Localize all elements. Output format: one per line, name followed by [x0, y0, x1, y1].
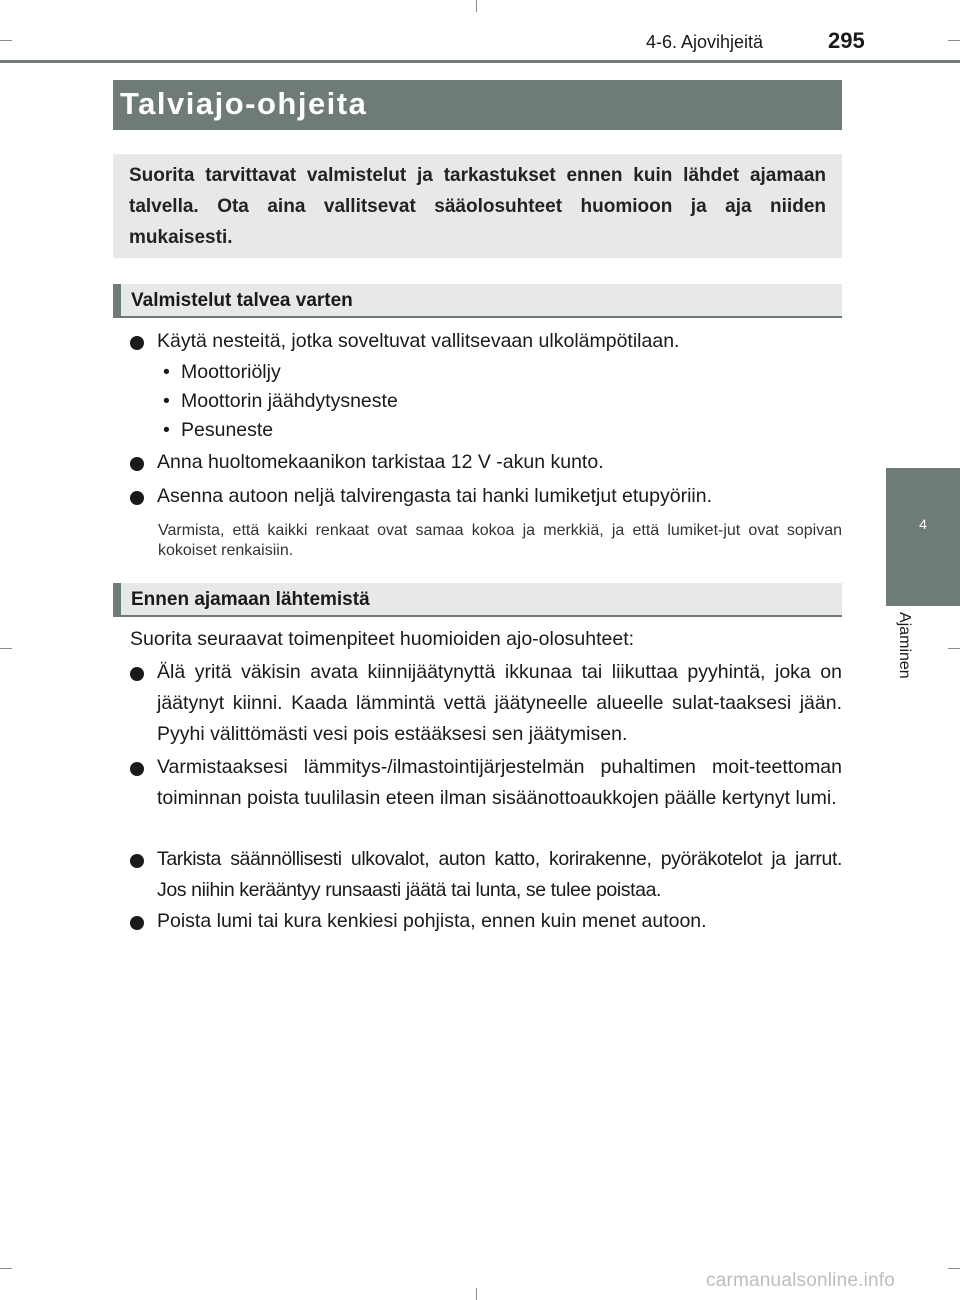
sub-list-item-text: Moottorin jäähdytysneste [181, 390, 398, 412]
sub-list-item [163, 358, 281, 387]
crop-mark [948, 40, 960, 41]
chapter-tab [886, 468, 960, 606]
crop-mark [0, 648, 12, 649]
list-item-text: Anna huoltomekaanikon tarkistaa 12 V -akun kunto. [157, 451, 604, 473]
bullet-icon [130, 916, 144, 930]
chapter-title: Ajaminen [896, 612, 913, 679]
bullet-icon [130, 457, 144, 471]
page-title: Talviajo-ohjeita [113, 80, 842, 130]
bullet-icon [130, 667, 144, 681]
bullet-icon [130, 491, 144, 505]
sub-list-item [163, 387, 398, 416]
list-item [130, 657, 842, 750]
bullet-icon [130, 336, 144, 350]
section-intro-text: Suorita seuraavat toimenpiteet huomioiden ajo-olosuhteet: [130, 628, 635, 650]
section-heading-preparation [113, 284, 842, 318]
sub-bullet-icon: • [163, 390, 170, 412]
intro-box [113, 154, 842, 258]
crop-mark [0, 1268, 12, 1269]
list-item-text: Poista lumi tai kura kenkiesi pohjista, ennen kuin menet autoon. [157, 910, 707, 932]
intro-text: Suorita tarvittavat valmistelut ja tarkastukset ennen kuin lähdet ajamaan talvella. Ota aina vallitsevat sääolosuhteet huomioon ja aja niiden mukaisesti. [129, 165, 826, 248]
note-text: Varmista, että kaikki renkaat ovat samaa kokoa ja merkkiä, ja että lumiket-jut ovat sopivan kokoiset renkaisiin. [158, 522, 842, 559]
bullet-icon [130, 854, 144, 868]
sub-list-item-text: Moottoriöljy [181, 361, 281, 383]
list-item [130, 481, 842, 512]
sub-list-item-text: Pesuneste [181, 419, 274, 441]
list-item [130, 906, 842, 937]
crop-mark [948, 1268, 960, 1269]
sub-bullet-icon: • [163, 419, 170, 441]
list-item-text: Varmistaaksesi lämmitys-/ilmastointijärjestelmän puhaltimen moit-teettoman toiminnan poista tuulilasin eteen ilman sisäänottoaukkojen päälle kertynyt lumi. [157, 756, 842, 809]
list-item [130, 752, 842, 814]
chapter-number: 4 [919, 516, 927, 532]
bullet-icon [130, 762, 144, 776]
sub-list-item [163, 416, 273, 445]
page-number: 295 [828, 28, 865, 53]
list-item-text: Käytä nesteitä, jotka soveltuvat vallitsevaan ulkolämpötilaan. [157, 330, 680, 352]
header-section-title: 4-6. Ajovihjeitä [646, 32, 764, 52]
list-item-text: Asenna autoon neljä talvirengasta tai hanki lumiketjut etupyöriin. [157, 485, 713, 507]
list-item-text: Älä yritä väkisin avata kiinnijäätynyttä ikkunaa tai liikuttaa pyyhintä, joka on jäätynyt kiinni. Kaada lämmintä vettä jäätyneelle alueelle sulat-taaksesi jään. Pyyhi välittömästi vesi pois estääksesi sen jäätymisen. [157, 661, 842, 745]
section-heading-before-driving [113, 583, 842, 617]
list-item-text: Tarkista säännöllisesti ulkovalot, auton katto, korirakenne, pyöräkotelot ja jarrut. Jos niihin kerääntyy runsaasti jäätä tai lunta, se tulee poistaa. [157, 848, 842, 901]
crop-mark [476, 1288, 477, 1300]
crop-mark [476, 0, 477, 12]
header-divider [0, 60, 960, 63]
list-item [130, 326, 842, 357]
watermark: carmanualsonline.info [706, 1270, 896, 1291]
sub-bullet-icon: • [163, 361, 170, 383]
crop-mark [0, 40, 12, 41]
list-item [130, 844, 842, 906]
section-heading-label: Valmistelut talvea varten [131, 290, 353, 311]
section-heading-label: Ennen ajamaan lähtemistä [131, 589, 370, 610]
list-item [130, 447, 842, 478]
crop-mark [948, 648, 960, 649]
